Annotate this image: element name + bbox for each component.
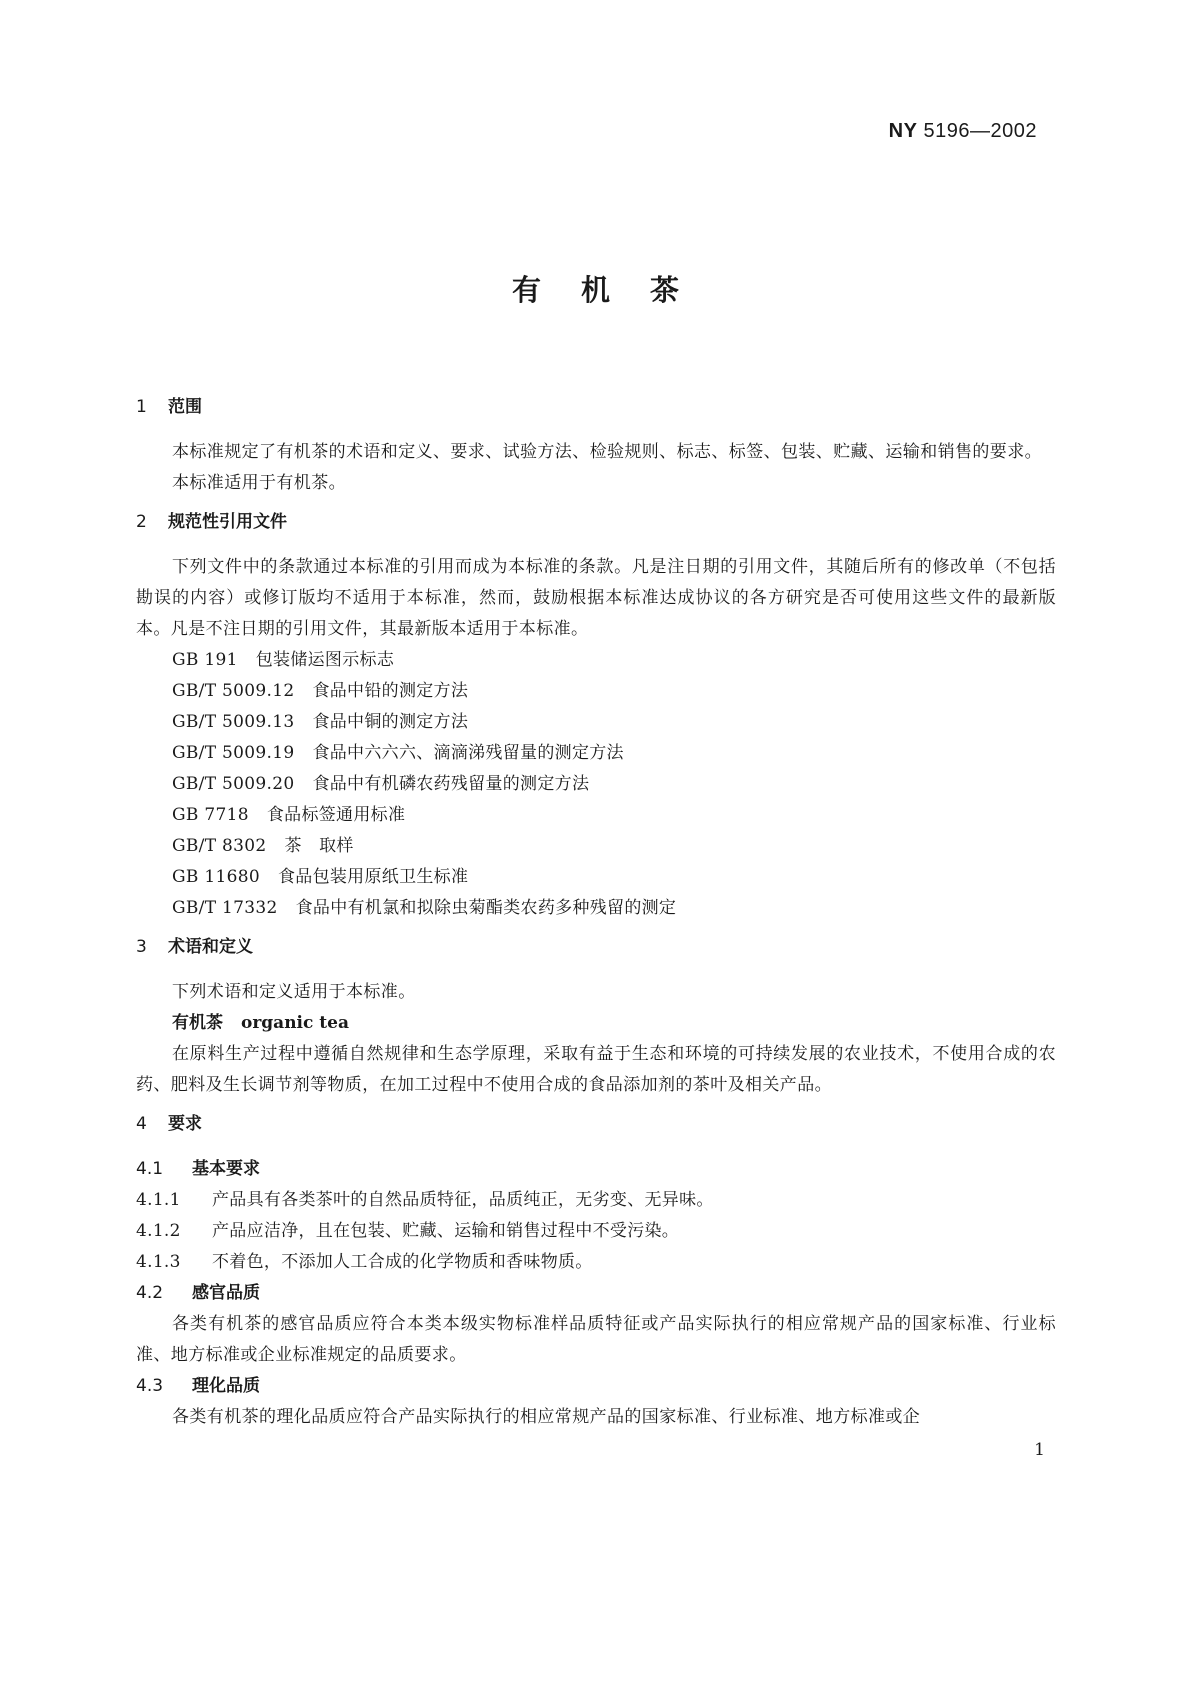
- title-char: 机: [580, 273, 610, 307]
- paragraph: 各类有机茶的理化品质应符合产品实际执行的相应常规产品的国家标准、行业标准、地方标准或企: [172, 1407, 921, 1427]
- reference-item: GB 11680 食品包装用原纸卫生标准: [172, 867, 469, 887]
- reference-item: GB/T 17332 食品中有机氯和拟除虫菊酯类农药多种残留的测定: [172, 898, 677, 918]
- paragraph: 下列文件中的条款通过本标准的引用而成为本标准的条款。凡是注日期的引用文件，其随后所有的修改单（不包括勘误的内容）或修订版均不适用于本标准，然而，鼓励根据本标准达成协议的各方研究是否可使用这些文件的最新版本。凡是不注日期的引用文件，其最新版本适用于本标准。: [136, 557, 1056, 639]
- document-title: [0, 268, 1191, 309]
- standard-code: [889, 120, 1037, 143]
- section-heading-normative-references: 2 规范性引用文件: [136, 512, 287, 532]
- reference-item: GB/T 5009.13 食品中铜的测定方法: [172, 712, 469, 732]
- reference-item: GB/T 5009.12 食品中铅的测定方法: [172, 681, 469, 701]
- reference-item: GB 191 包装储运图示标志: [172, 650, 395, 670]
- term-entry: 有机茶 organic tea: [172, 1013, 349, 1033]
- section-heading-scope: 1 范围: [136, 397, 202, 417]
- subsection-heading-physicochemical: 4.3 理化品质: [136, 1376, 260, 1396]
- requirement-item: 4.1.1 产品具有各类茶叶的自然品质特征，品质纯正，无劣变、无异味。: [136, 1190, 714, 1210]
- section-heading-terms: 3 术语和定义: [136, 937, 253, 957]
- title-char: 有: [511, 273, 541, 307]
- paragraph: 下列术语和定义适用于本标准。: [172, 982, 416, 1002]
- subsection-heading-sensory: 4.2 感官品质: [136, 1283, 260, 1303]
- requirement-item: 4.1.2 产品应洁净，且在包装、贮藏、运输和销售过程中不受污染。: [136, 1221, 680, 1241]
- paragraph: 本标准规定了有机茶的术语和定义、要求、试验方法、检验规则、标志、标签、包装、贮藏、运输和销售的要求。: [172, 442, 1042, 462]
- paragraph: 本标准适用于有机茶。: [172, 473, 346, 493]
- section-heading-requirements: 4 要求: [136, 1114, 202, 1134]
- standard-prefix: NY: [888, 120, 918, 142]
- standard-number: 5196—2002: [923, 120, 1037, 142]
- document-body: [136, 392, 1056, 1433]
- reference-item: GB/T 5009.20 食品中有机磷农药残留量的测定方法: [172, 774, 590, 794]
- requirement-item: 4.1.3 不着色，不添加人工合成的化学物质和香味物质。: [136, 1252, 593, 1272]
- reference-item: GB/T 5009.19 食品中六六六、滴滴涕残留量的测定方法: [172, 743, 624, 763]
- reference-item: GB 7718 食品标签通用标准: [172, 805, 406, 825]
- term-definition: 在原料生产过程中遵循自然规律和生态学原理，采取有益于生态和环境的可持续发展的农业技术，不使用合成的农药、肥料及生长调节剂等物质，在加工过程中不使用合成的食品添加剂的茶叶及相关产品。: [136, 1044, 1056, 1095]
- reference-item: GB/T 8302 茶 取样: [172, 836, 354, 856]
- subsection-heading-basic: 4.1 基本要求: [136, 1159, 260, 1179]
- paragraph: 各类有机茶的感官品质应符合本类本级实物标准样品质特征或产品实际执行的相应常规产品的国家标准、行业标准、地方标准或企业标准规定的品质要求。: [136, 1314, 1056, 1365]
- page-number: 1: [1034, 1440, 1045, 1460]
- title-char: 茶: [650, 273, 680, 307]
